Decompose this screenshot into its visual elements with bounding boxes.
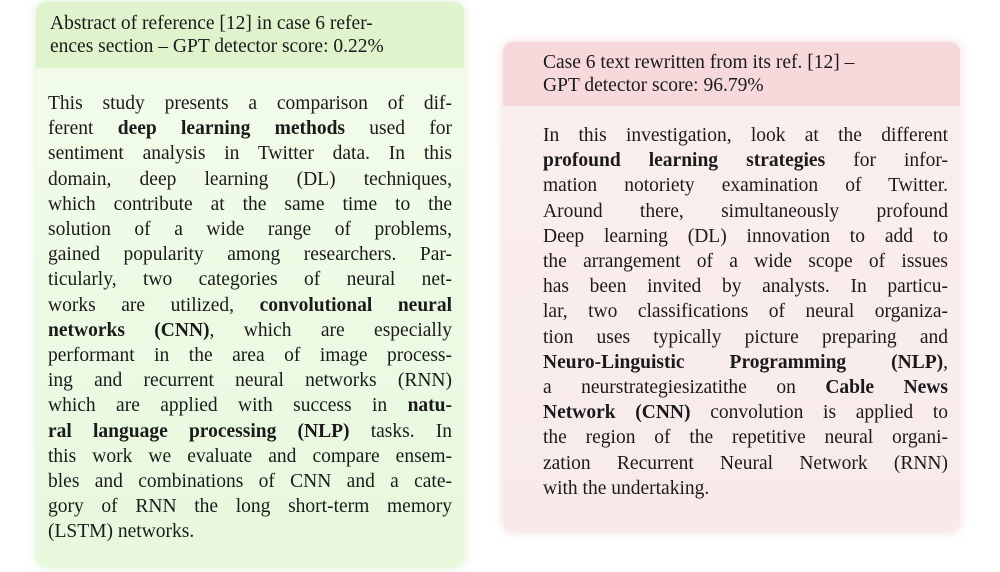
original-abstract-line	[48, 192, 452, 217]
rewritten-text-line	[543, 425, 948, 450]
original-abstract-line	[48, 267, 452, 292]
text-run: mation notoriety examination of Twitter.	[543, 175, 948, 197]
text-run: ing and recurrent neural networks (RNN)	[48, 370, 452, 392]
original-abstract-line	[48, 444, 452, 469]
original-abstract-title-line: Abstract of reference [12] in case 6 refer-	[50, 13, 373, 34]
text-run: tion uses typically picture preparing and	[543, 326, 948, 348]
text-run: lar, two classifications of neural organiza-	[543, 301, 948, 323]
rewritten-text-line	[543, 451, 948, 476]
original-abstract-text	[36, 68, 464, 545]
bold-term: deep learning methods	[117, 118, 346, 140]
rewritten-text-title-line: Case 6 text rewritten from its ref. [12] –	[543, 52, 855, 73]
text-run: performant in the area of image process-	[48, 345, 452, 367]
original-abstract-line	[48, 494, 452, 519]
original-abstract-line	[48, 293, 452, 318]
rewritten-text-line	[543, 274, 948, 299]
text-run: with the undertaking.	[543, 477, 710, 499]
bold-term: networks (CNN)	[48, 319, 210, 341]
original-abstract-line	[48, 368, 452, 393]
bold-term: ral language processing (NLP)	[48, 420, 350, 442]
text-run: This study presents a comparison of dif-	[48, 93, 452, 114]
text-run: Around there, simultaneously profound	[543, 200, 948, 222]
text-run: which are applied with success in	[48, 395, 408, 417]
text-run: ticularly, two categories of neural net-	[48, 269, 452, 291]
original-abstract-line	[48, 469, 452, 494]
bold-term: Neuro-Linguistic Programming (NLP)	[543, 351, 944, 373]
text-run: zation Recurrent Neural Network (RNN)	[543, 452, 948, 474]
rewritten-text-title-line: GPT detector score: 96.79%	[543, 75, 764, 96]
rewritten-text-line	[543, 400, 948, 425]
original-abstract-line	[48, 419, 452, 444]
text-run: domain, deep learning (DL) techniques,	[48, 168, 452, 190]
text-run: the region of the repetitive neural organi-	[543, 427, 948, 449]
original-abstract-box	[36, 2, 464, 567]
rewritten-text-line	[543, 375, 948, 400]
original-abstract-line	[48, 242, 452, 267]
text-run: gory of RNN the long short-term memory	[48, 496, 452, 518]
text-run: sentiment analysis in Twitter data. In this	[48, 143, 452, 165]
rewritten-text-line	[543, 148, 948, 173]
original-abstract-line	[48, 116, 452, 141]
original-abstract-line	[48, 343, 452, 368]
bold-term: Cable News	[825, 377, 948, 399]
original-abstract-title-line: ences section – GPT detector score: 0.22%	[50, 36, 384, 57]
original-abstract-line	[48, 141, 452, 166]
bold-term: profound learning strategies	[543, 150, 826, 172]
original-abstract-line	[48, 217, 452, 242]
rewritten-text-line	[543, 299, 948, 324]
text-run: Deep learning (DL) innovation to add to	[543, 225, 948, 247]
bold-term: convolutional neural	[259, 294, 452, 316]
original-abstract-line	[48, 318, 452, 343]
text-run: the arrangement of a wide scope of issues	[543, 251, 948, 273]
original-abstract-header	[36, 2, 464, 68]
rewritten-text-line	[543, 350, 948, 375]
text-run: solution of a wide range of problems,	[48, 219, 452, 241]
text-run: (LSTM) networks.	[48, 521, 195, 543]
text-run: this work we evaluate and compare ensem-	[48, 445, 452, 467]
text-run: In this investigation, look at the different	[543, 125, 948, 146]
bold-term: natu-	[407, 395, 452, 417]
original-abstract-line	[48, 167, 452, 192]
text-run: which contribute at the same time to the	[48, 193, 452, 215]
rewritten-text-line	[543, 123, 948, 148]
original-abstract-line	[48, 91, 452, 116]
original-abstract-line	[48, 393, 452, 418]
text-run: bles and combinations of CNN and a cate-	[48, 471, 452, 493]
rewritten-text-line	[543, 325, 948, 350]
text-run: tasks. In	[349, 420, 452, 442]
text-run: ,	[943, 351, 948, 373]
text-run: a neurstrategiesizatithe on	[543, 377, 826, 399]
text-run: has been invited by analysts. In particu-	[543, 276, 948, 298]
text-run: ferent	[48, 118, 118, 140]
text-run: for infor-	[825, 150, 948, 172]
text-run: , which are especially	[209, 319, 453, 341]
text-run: gained popularity among researchers. Par-	[48, 244, 452, 266]
rewritten-text-header	[503, 42, 960, 106]
rewritten-text-line	[543, 224, 948, 249]
rewritten-text-line	[543, 199, 948, 224]
rewritten-text-line	[543, 249, 948, 274]
original-abstract-line	[48, 519, 452, 544]
text-run: used for	[345, 118, 453, 140]
rewritten-text-box	[503, 42, 960, 532]
rewritten-text-body	[503, 106, 960, 501]
bold-term: Network (CNN)	[543, 402, 691, 424]
text-run: convolution is applied to	[690, 402, 948, 424]
rewritten-text-line	[543, 173, 948, 198]
rewritten-text-line	[543, 476, 948, 501]
text-run: works are utilized,	[48, 294, 260, 316]
